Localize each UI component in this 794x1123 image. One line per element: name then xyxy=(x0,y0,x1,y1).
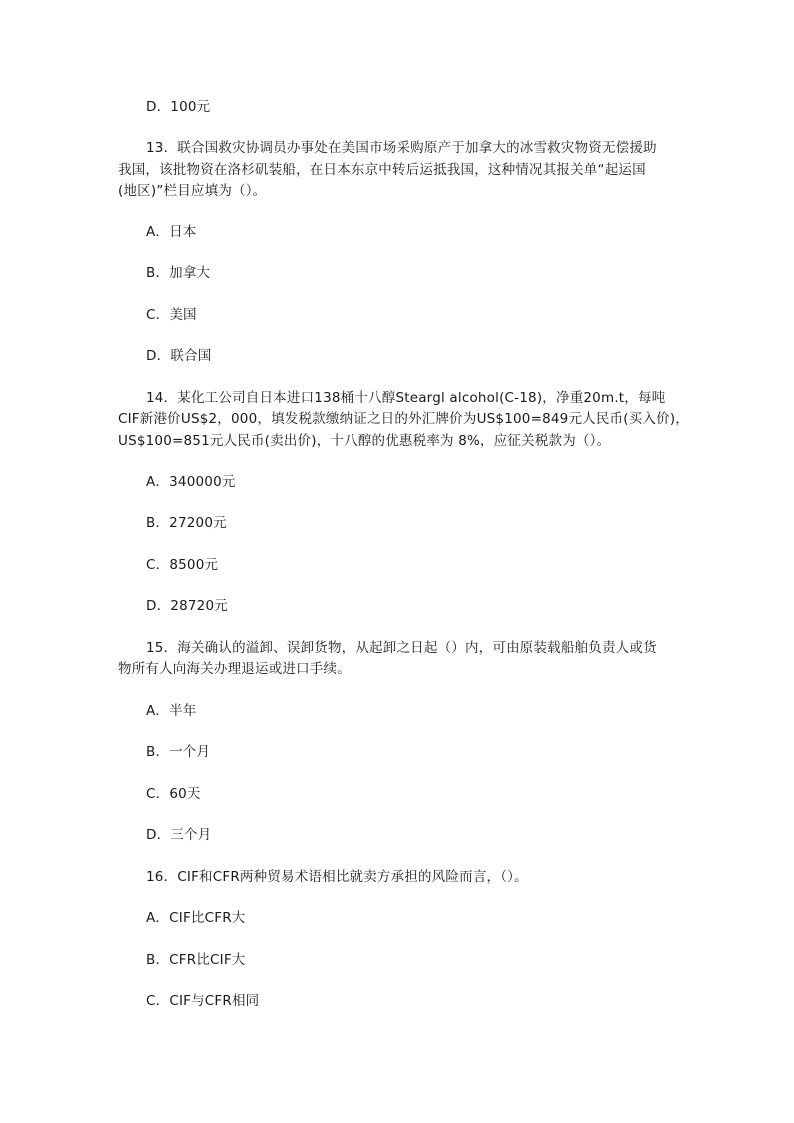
question-14-line-3: US$100=851元人民币(卖出价)，十八醇的优惠税率为 8%，应征关税款为（）。 xyxy=(118,433,611,449)
question-13-line-2: 我国，该批物资在洛杉矶装船，在日本东京中转后运抵我国，这种情况其报关单“起运国 xyxy=(118,162,646,178)
option-c-q14: C．8500元 xyxy=(146,557,219,573)
option-c-q13: C．美国 xyxy=(146,307,197,323)
option-a-q16: A．CIF比CFR大 xyxy=(146,910,246,926)
option-a-q15: A．半年 xyxy=(146,703,197,719)
option-d-q12: D．100元 xyxy=(146,99,211,115)
option-d-q13: D．联合国 xyxy=(146,348,212,364)
option-d-q14: D．28720元 xyxy=(146,598,228,614)
question-14-line-1: 14．某化工公司自日本进口138桶十八醇Steargl alcohol(C-18)，净重20m.t，每吨 xyxy=(146,390,666,406)
option-a-q14: A．340000元 xyxy=(146,474,236,490)
option-b-q15: B．一个月 xyxy=(146,744,211,760)
option-c-q16: C．CIF与CFR相同 xyxy=(146,993,260,1009)
option-d-q15: D．三个月 xyxy=(146,827,212,843)
question-13-line-1: 13．联合国救灾协调员办事处在美国市场采购原产于加拿大的冰雪救灾物资无偿援助 xyxy=(146,140,657,156)
option-b-q16: B．CFR比CIF大 xyxy=(146,952,246,968)
question-13-line-3: (地区)”栏目应填为（）。 xyxy=(118,183,267,199)
question-15-line-1: 15．海关确认的溢卸、误卸货物，从起卸之日起（）内，可由原装载船舶负责人或货 xyxy=(146,640,657,656)
option-b-q13: B．加拿大 xyxy=(146,265,211,281)
option-c-q15: C．60天 xyxy=(146,786,201,802)
option-a-q13: A．日本 xyxy=(146,224,197,240)
question-16-line-1: 16．CIF和CFR两种贸易术语相比就卖方承担的风险而言，（）。 xyxy=(146,869,528,885)
question-14-line-2: CIF新港价US$2，000，填发税款缴纳证之日的外汇牌价为US$100=849元人民币(买入价)， xyxy=(118,411,689,427)
question-15-line-2: 物所有人向海关办理退运或进口手续。 xyxy=(118,661,351,677)
option-b-q14: B．27200元 xyxy=(146,515,227,531)
